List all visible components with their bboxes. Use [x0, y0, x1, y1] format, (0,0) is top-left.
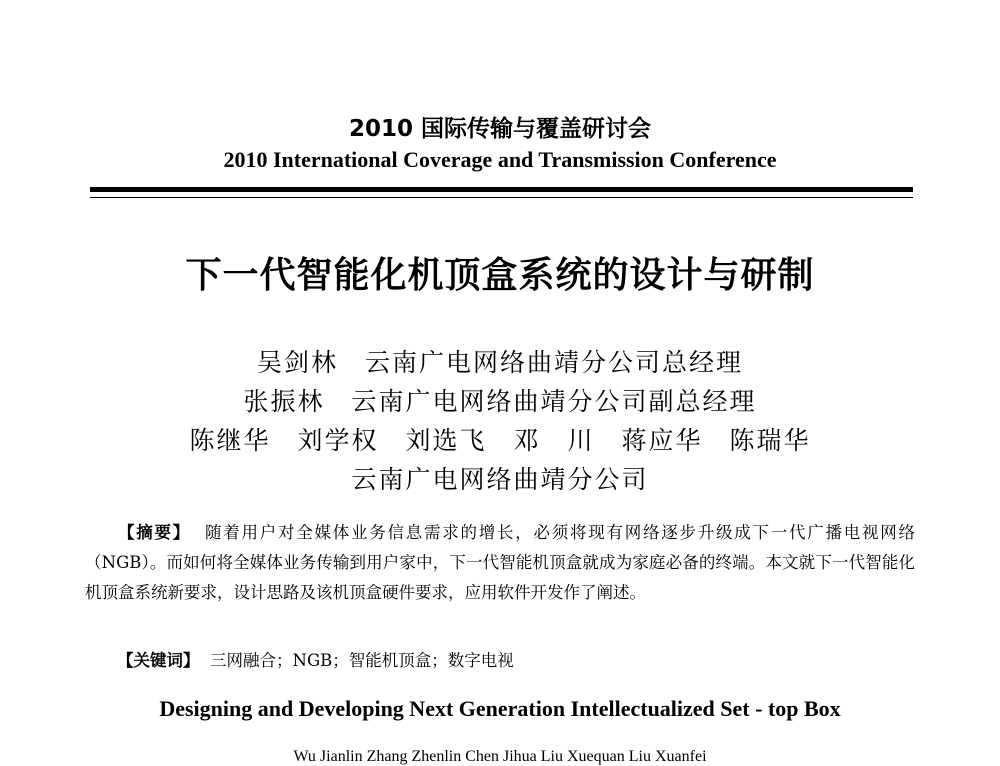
paper-title-en: Designing and Developing Next Generation Intellectualized Set - top Box [159, 696, 841, 721]
authors-en: Wu Jianlin Zhang Zhenlin Chen Jihua Liu Xuequan Liu Xuanfei [293, 748, 707, 765]
author-line-2: 张振林 云南广电网络曲靖分公司副总经理 [243, 387, 757, 416]
author-affiliation: 云南广电网络曲靖分公司 [351, 465, 649, 494]
paper-title-cn: 下一代智能化机顶盒系统的设计与研制 [185, 255, 815, 296]
conference-name-en: 2010 International Coverage and Transmission Conference [223, 147, 777, 172]
header-rule-thin [90, 197, 913, 198]
abstract-text: 随着用户对全媒体业务信息需求的增长，必须将现有网络逐步升级成下一代广播电视网络（NGB）。而如何将全媒体业务传输到用户家中，下一代智能机顶盒就成为家庭必备的终端。本文就下一代智能化机顶盒系统新要求，设计思路及该机顶盒硬件要求，应用软件开发作了阐述。 [85, 523, 915, 602]
keywords [117, 647, 514, 671]
author-line-1: 吴剑林 云南广电网络曲靖分公司总经理 [256, 348, 743, 377]
conference-name-cn: 2010 国际传输与覆盖研讨会 [348, 116, 652, 142]
abstract [85, 518, 915, 608]
keywords-label: 【关键词】 [117, 651, 200, 670]
keywords-text: 三网融合；NGB；智能机顶盒；数字电视 [210, 651, 514, 670]
header-rule-thick [90, 187, 913, 192]
abstract-label: 【摘要】 [118, 523, 191, 542]
author-line-3: 陈继华 刘学权 刘选飞 邓 川 蒋应华 陈瑞华 [189, 426, 811, 455]
